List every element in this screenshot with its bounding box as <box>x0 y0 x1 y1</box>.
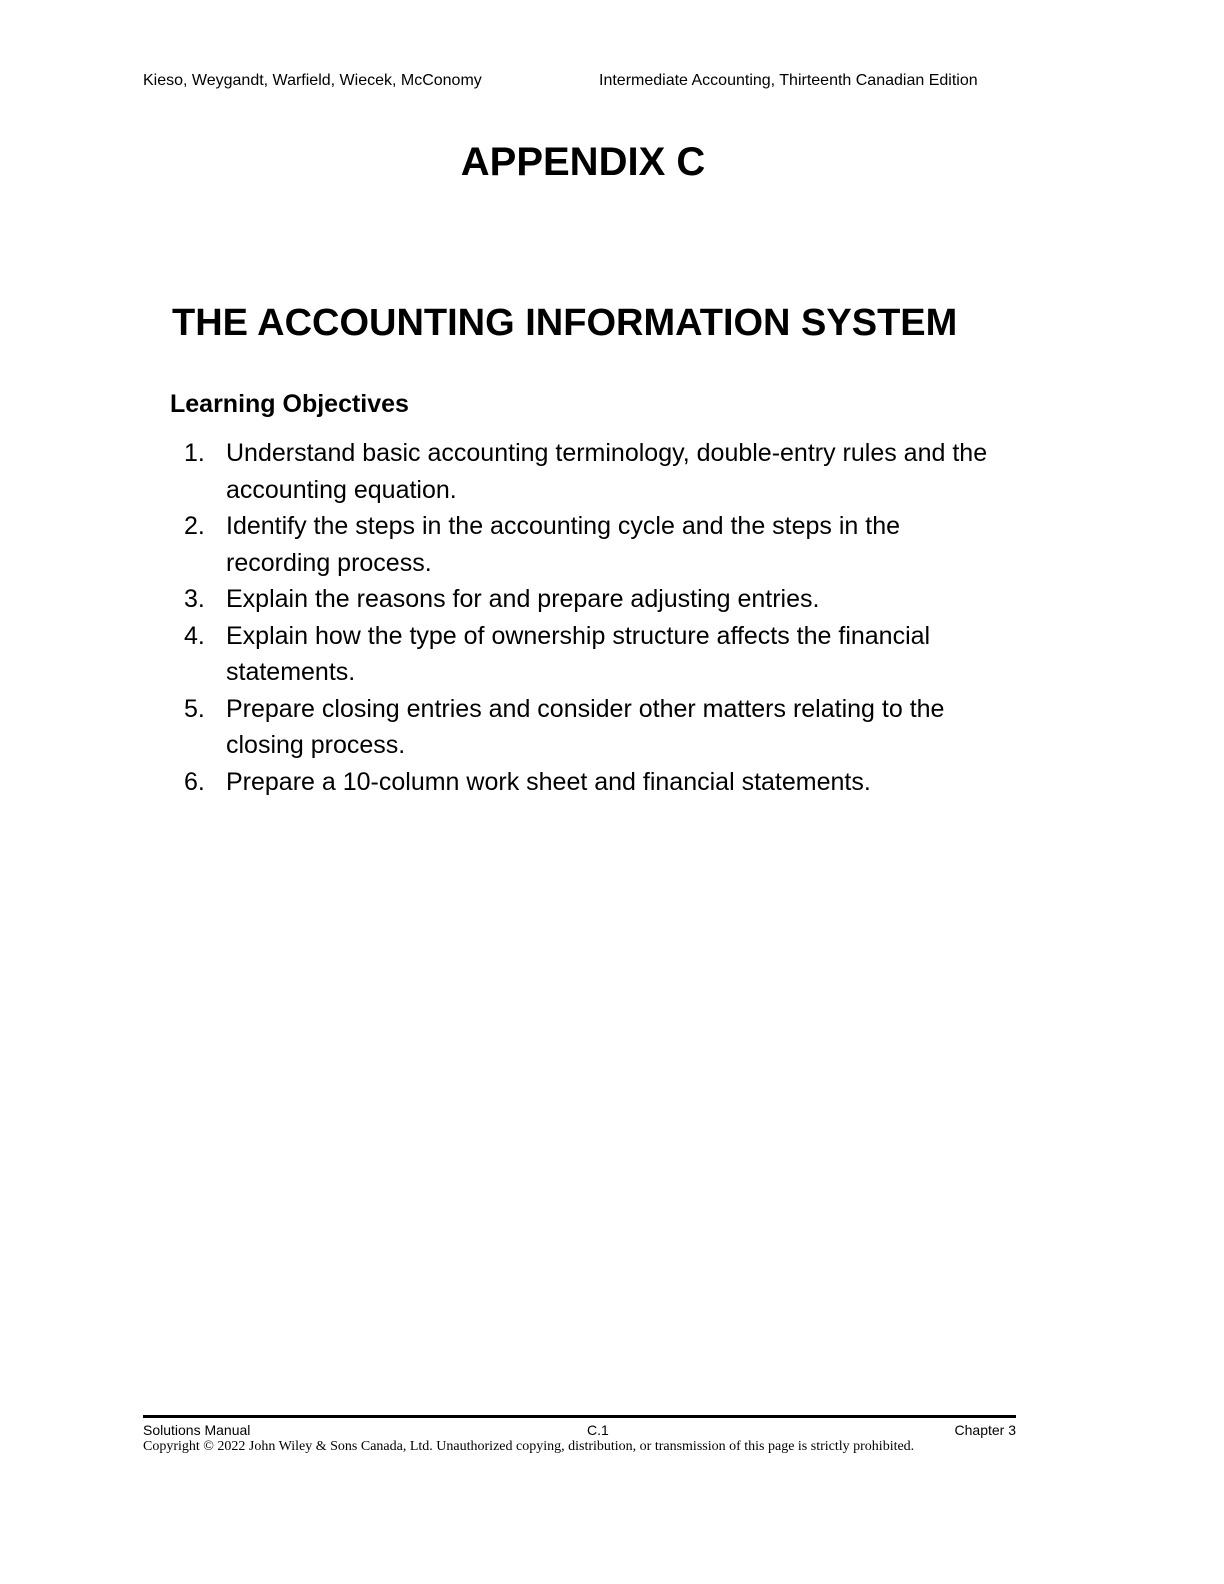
objective-number: 1. <box>184 439 205 467</box>
objective-text: Explain the reasons for and prepare adjusting entries. <box>226 585 820 613</box>
footer-left: Solutions Manual <box>143 1422 251 1438</box>
footer-copyright: Copyright © 2022 John Wiley & Sons Canada, Ltd. Unauthorized copying, distribution, or transmission of this page is strictly prohibited. <box>143 1439 915 1454</box>
objective-number: 3. <box>184 585 205 613</box>
objective-text: Prepare a 10-column work sheet and financial statements. <box>226 767 871 796</box>
header-book-title: Intermediate Accounting, Thirteenth Canadian Edition <box>599 72 978 89</box>
objective-item <box>184 618 1004 691</box>
header-authors: Kieso, Weygandt, Warfield, Wiecek, McConomy <box>143 72 482 89</box>
objectives-heading: Learning Objectives <box>170 390 409 418</box>
objective-item <box>184 581 1004 618</box>
objective-number: 4. <box>184 621 205 650</box>
objectives-list <box>184 435 1004 800</box>
objective-item <box>184 435 1004 508</box>
objective-number: 5. <box>184 694 205 723</box>
objective-number: 2. <box>184 512 205 540</box>
footer-chapter: Chapter 3 <box>954 1422 1016 1438</box>
appendix-title: APPENDIX C <box>460 140 706 184</box>
objective-text: Explain how the type of ownership structure affects the financial statements. <box>226 621 931 686</box>
footer-rule <box>143 1415 1016 1418</box>
objective-text: Understand basic accounting terminology, double-entry rules and the accounting equation. <box>226 439 988 504</box>
objective-text: Identify the steps in the accounting cycle and the steps in the recording process. <box>226 512 901 577</box>
footer-page-number: C.1 <box>587 1422 609 1438</box>
objective-item <box>184 764 1004 801</box>
objective-item <box>184 508 1004 581</box>
chapter-title: THE ACCOUNTING INFORMATION SYSTEM <box>172 302 958 344</box>
objective-item <box>184 691 1004 764</box>
objective-text: Prepare closing entries and consider other matters relating to the closing process. <box>226 694 945 759</box>
objective-number: 6. <box>184 767 205 796</box>
